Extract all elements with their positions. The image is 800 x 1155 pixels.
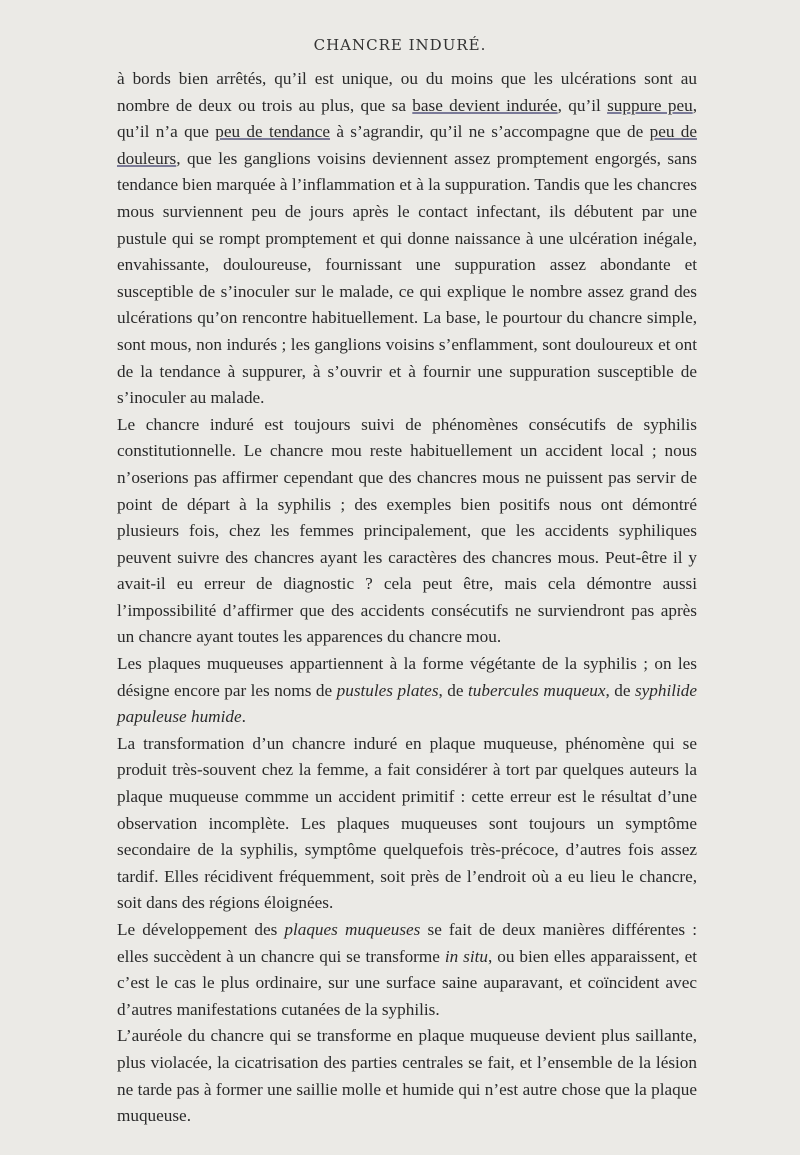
text-run: , de xyxy=(438,680,468,700)
text-run: à bords bien arrêtés, qu’il est unique, ou du moins que les ulcérations sont au nombre de deux ou trois au plus, que sa xyxy=(117,69,697,115)
text-run: se fait de deux manières différentes : elles succèdent à un chancre qui se transforme xyxy=(117,920,698,966)
underlined-phrase: peu de tendance xyxy=(215,122,331,142)
paragraph-3 xyxy=(117,651,697,731)
page-body xyxy=(117,66,697,1130)
italic-term: tubercules muqueux xyxy=(467,680,606,700)
running-head: CHANCRE INDURÉ. xyxy=(313,36,487,54)
italic-term: pustules plates xyxy=(336,680,439,700)
paragraph-1 xyxy=(117,66,697,412)
paragraph-5 xyxy=(117,917,697,1023)
underlined-phrase: peu de douleurs xyxy=(117,122,697,168)
text-run: , qu’il xyxy=(557,95,608,115)
underlined-phrase: base devient indurée xyxy=(412,95,558,115)
italic-term: plaques muqueuses xyxy=(284,920,421,939)
paragraph-2: Le chancre induré est toujours suivi de phénomènes consécutifs de syphilis constitutionnelle. Le chancre mou reste habituellement un accident local ; nous n’oserions pas affirmer cependant que des chancres mous ne puissent pas servir de point de départ à la syphilis ; des exemples bien positifs nous ont démontré plusieurs fois, chez les femmes principalement, que les accidents syphiliques peuvent suivre des chancres ayant les caractères des chancres mous. Peut-être il y avait-il eu erreur de diagnostic ? cela peut être, mais cela démontre aussi l’impossibilité d’affirmer que des accidents consécutifs ne surviendront pas après un chancre ayant toutes les apparences du chancre mou. xyxy=(117,414,697,647)
paragraph-4: La transformation d’un chancre induré en plaque muqueuse, phénomène qui se produit très-souvent chez la femme, a fait considérer à tort par quelques auteurs la plaque muqueuse commme un accident primitif : cette erreur est le résultat d’une observation incomplète. Les plaques muqueuses sont toujours un symptôme secondaire de la syphilis, symptôme quelquefois très-précoce, d’autres fois assez tardif. Elles récidivent fréquemment, soit près de l’endroit où a eu lieu le chancre, soit dans des régions éloignées. xyxy=(117,733,697,913)
text-run: . xyxy=(241,707,246,727)
paragraph-6: L’auréole du chancre qui se transforme en plaque muqueuse devient plus saillante, plus violacée, la cicatrisation des parties centrales se fait, et l’ensemble de la lésion ne tarde pas à former une saillie molle et humide qui n’est autre chose que la plaque muqueuse. xyxy=(117,1026,697,1126)
text-run: , ou bien elles apparaissent, et c’est le cas le plus ordinaire, sur une surface saine auparavant, et coïncident avec d’autres manifestations cutanées de la syphilis. xyxy=(117,946,697,1019)
underlined-phrase: suppure peu xyxy=(607,95,693,115)
italic-term: syphilide papuleuse humide xyxy=(117,680,697,727)
italic-term: in situ xyxy=(444,946,488,966)
text-run: , de xyxy=(605,680,635,700)
text-run: , qu’il n’a que xyxy=(117,95,697,142)
text-run: Le développement des xyxy=(117,920,285,939)
text-run: à s’agrandir, qu’il ne s’accompagne que de xyxy=(330,122,650,142)
text-run: , que les ganglions voisins deviennent assez promptement engorgés, sans tendance bien marquée à l’inflammation et à la suppuration. Tandis que les chancres mous surviennent peu de jours après le contact infectant, ils débutent par une pustule qui se rompt promptement et qui donne naissance à une ulcération inégale, envahissante, douloureuse, fournissant une suppuration assez abondante et susceptible de s’inoculer sur le malade, ce qui explique le nombre assez grand des ulcérations qu’on rencontre habituellement. La base, le pourtour du chancre simple, sont mous, non indurés ; les ganglions voisins s’enflamment, sont douloureux et ont de la tendance à suppurer, à s’ouvrir et à fournir une suppuration susceptible de s’inoculer au malade. xyxy=(117,148,697,408)
text-run: Les plaques muqueuses appartiennent à la forme végétante de la syphilis ; on les désigne encore par les noms de xyxy=(117,654,697,700)
